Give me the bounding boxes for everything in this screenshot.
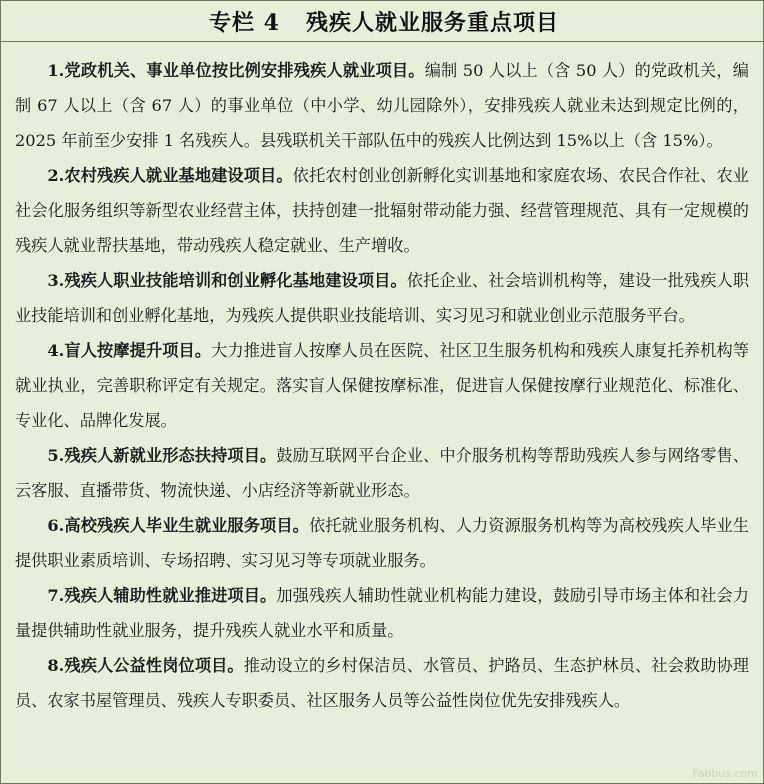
project-title-3: 3.残疾人职业技能培训和创业孵化基地建设项目。 bbox=[47, 271, 407, 290]
project-item-1 bbox=[15, 53, 749, 158]
project-title-6: 6.高校残疾人毕业生就业服务项目。 bbox=[47, 516, 309, 535]
watermark: Fabbus.com bbox=[692, 767, 758, 780]
project-title-4: 4.盲人按摩提升项目。 bbox=[47, 341, 212, 360]
column-content bbox=[1, 42, 763, 718]
project-item-5 bbox=[15, 438, 749, 508]
project-body-2: 依托农村创业创新孵化实训基地和家庭农场、农民合作社、农业社会化服务组织等新型农业经营主体，扶持创建一批辐射带动能力强、经营管理规范、具有一定规模的残疾人就业帮扶基地，带动残疾人稳定就业、生产增收。 bbox=[15, 166, 749, 255]
project-body-1: 编制 50 人以上（含 50 人）的党政机关，编制 67 人以上（含 67 人）的事业单位（中小学、幼儿园除外），安排残疾人就业未达到规定比例的，2025 年前至少安排 1 名残疾人。县残联机关干部队伍中的残疾人比例达到 15%以上（含 15%）。 bbox=[15, 61, 749, 150]
column-title: 残疾人就业服务重点项目 bbox=[305, 9, 559, 36]
project-title-2: 2.农村残疾人就业基地建设项目。 bbox=[47, 166, 293, 185]
project-item-7 bbox=[15, 578, 749, 648]
project-item-6 bbox=[15, 508, 749, 578]
project-body-4: 大力推进盲人按摩人员在医院、社区卫生服务机构和残疾人康复托养机构等就业执业，完善职称评定有关规定。落实盲人保健按摩标准，促进盲人保健按摩行业规范化、标准化、专业化、品牌化发展。 bbox=[15, 341, 750, 430]
project-title-1: 1.党政机关、事业单位按比例安排残疾人就业项目。 bbox=[47, 61, 425, 80]
project-body-7: 加强残疾人辅助性就业机构能力建设，鼓励引导市场主体和社会力量提供辅助性就业服务，提升残疾人就业水平和质量。 bbox=[15, 586, 749, 640]
project-body-6: 依托就业服务机构、人力资源服务机构等为高校残疾人毕业生提供职业素质培训、专场招聘、实习见习等专项就业服务。 bbox=[15, 516, 750, 570]
project-item-4 bbox=[15, 333, 749, 438]
project-body-8: 推动设立的乡村保洁员、水管员、护路员、生态护林员、社会救助协理员、农家书屋管理员、残疾人专职委员、社区服务人员等公益性岗位优先安排残疾人。 bbox=[15, 656, 749, 710]
project-title-5: 5.残疾人新就业形态扶持项目。 bbox=[47, 446, 277, 465]
project-item-8 bbox=[15, 648, 749, 718]
column-title-bar bbox=[1, 1, 763, 42]
project-body-5: 鼓励互联网平台企业、中介服务机构等帮助残疾人参与网络零售、云客服、直播带货、物流快递、小店经济等新就业形态。 bbox=[15, 446, 749, 500]
project-title-8: 8.残疾人公益性岗位项目。 bbox=[47, 656, 244, 675]
column-number: 专栏 4 bbox=[209, 9, 280, 36]
project-title-7: 7.残疾人辅助性就业推进项目。 bbox=[47, 586, 277, 605]
project-body-3: 依托企业、社会培训机构等，建设一批残疾人职业技能培训和创业孵化基地，为残疾人提供职业技能培训、实习见习和就业创业示范服务平台。 bbox=[15, 271, 750, 325]
project-item-2 bbox=[15, 158, 749, 263]
project-item-3 bbox=[15, 263, 749, 333]
